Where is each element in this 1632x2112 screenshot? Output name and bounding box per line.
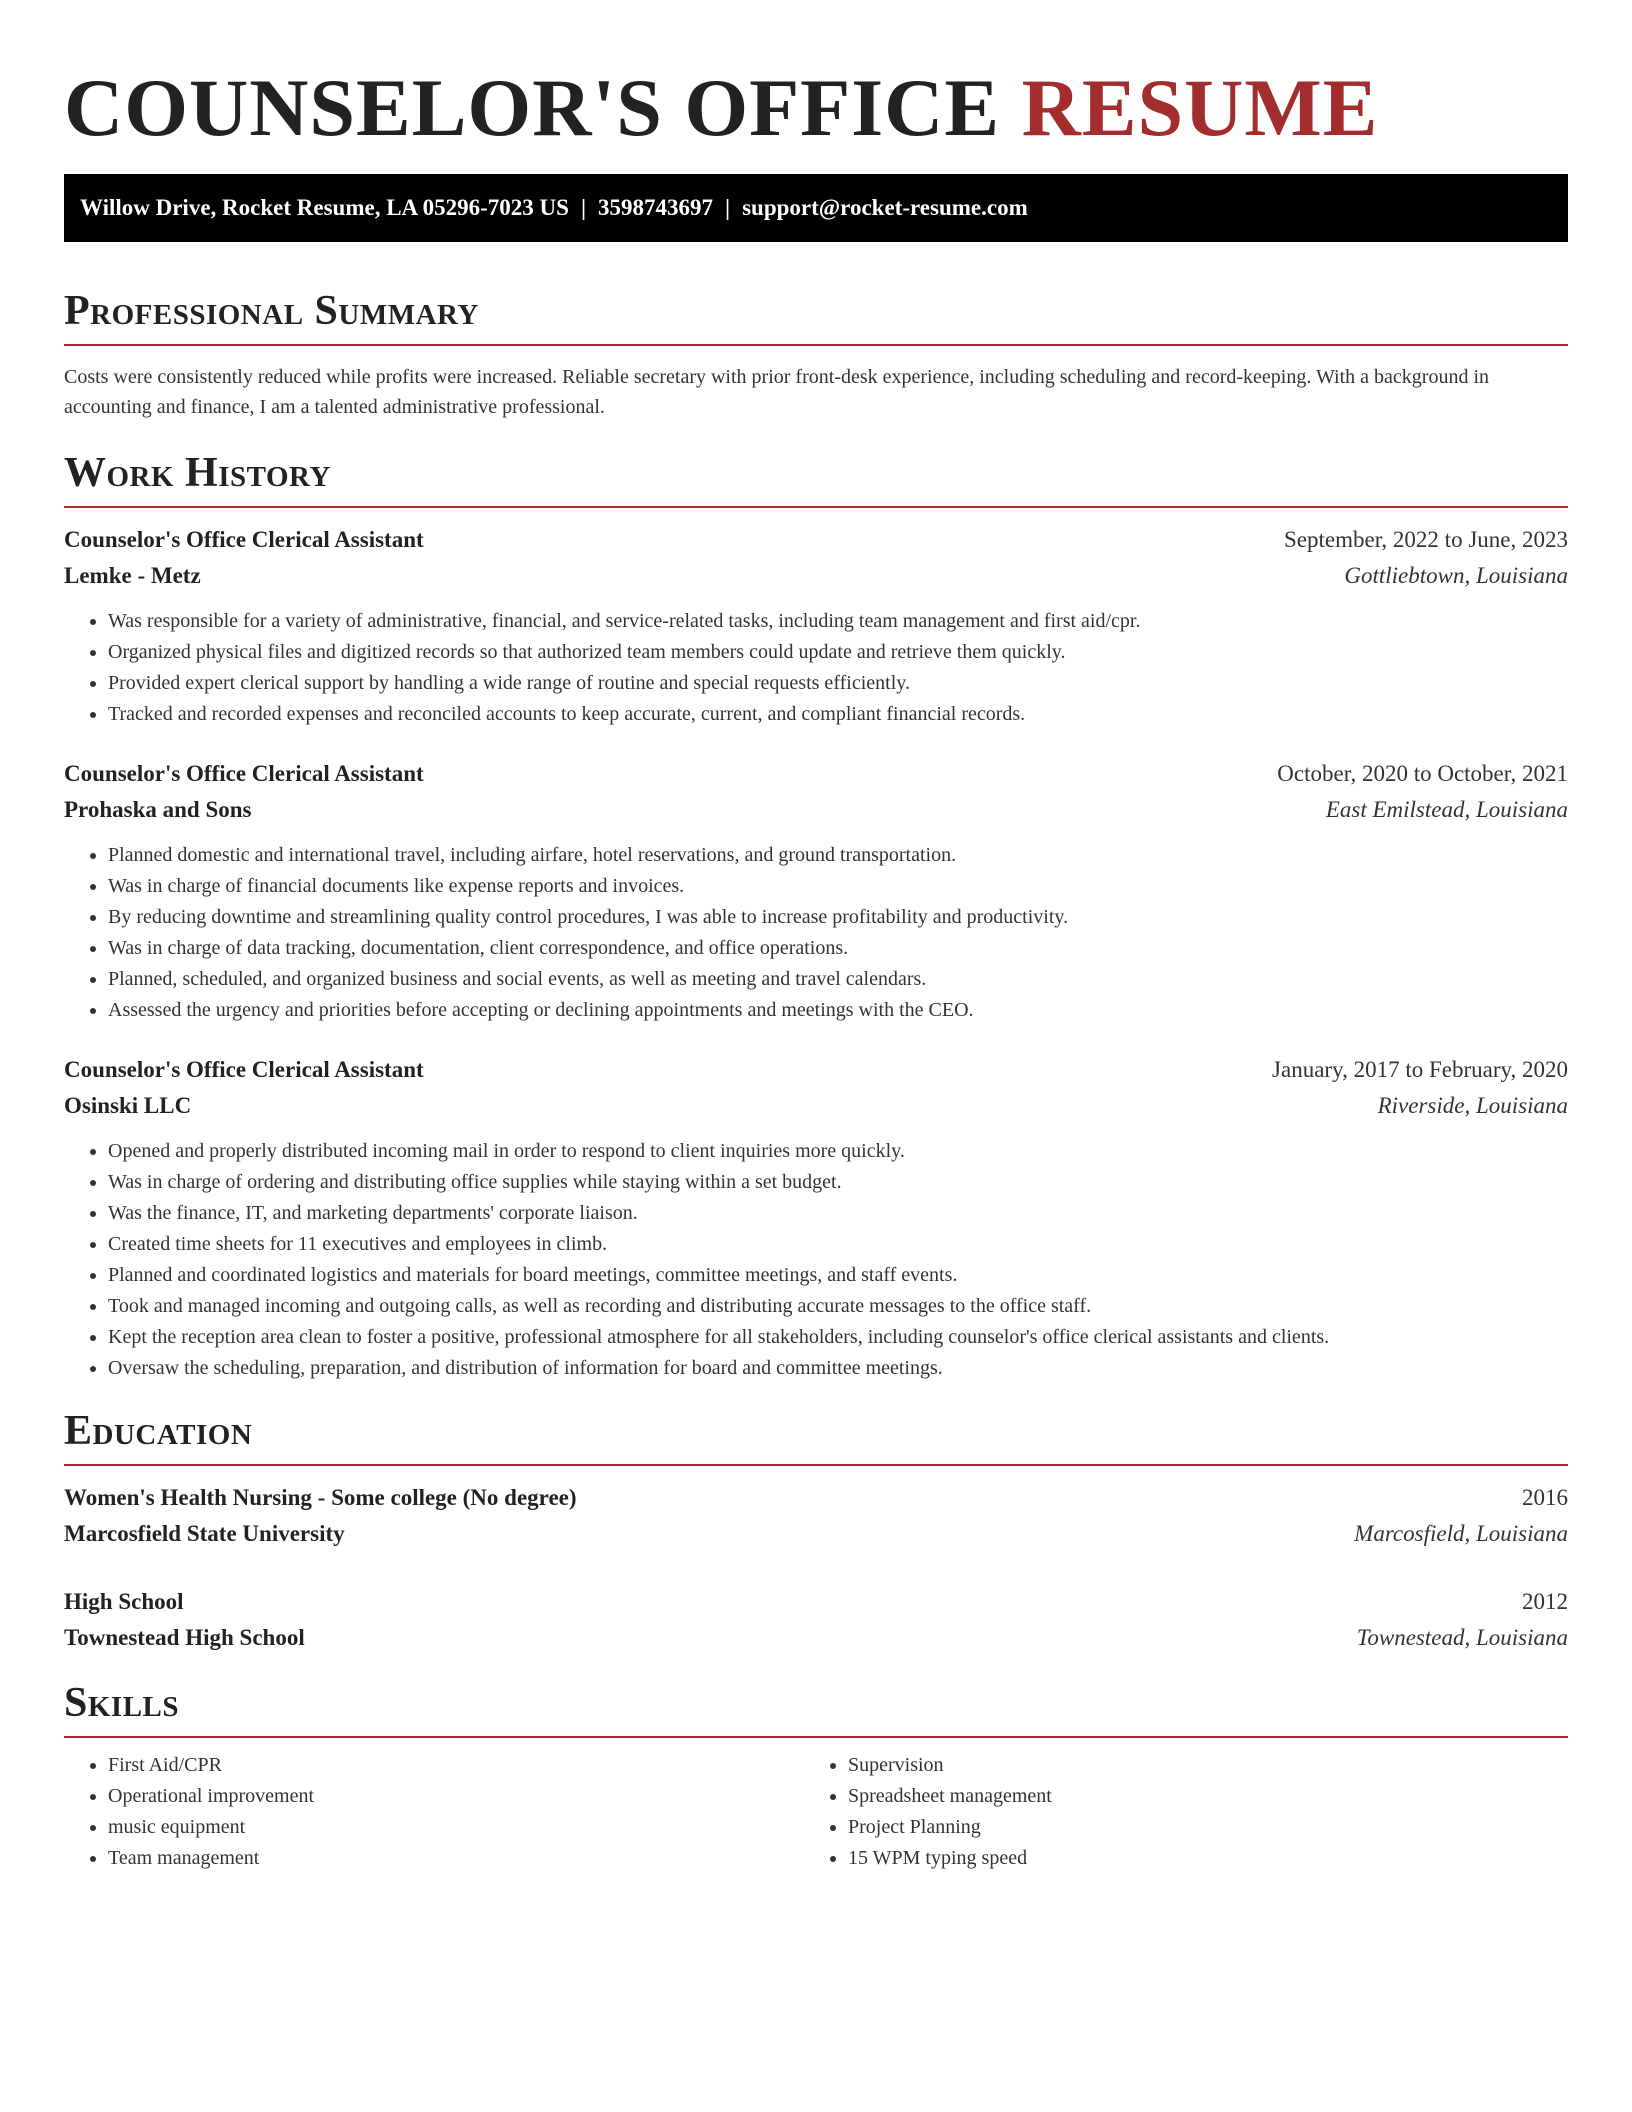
education-entry (64, 1480, 1568, 1552)
job-duty: • By reducing downtime and streamlining quality control procedures, I was able to increase profitability and productivity. (108, 902, 1568, 933)
job-entry (64, 1052, 1568, 1384)
job-location: Riverside, Louisiana (1377, 1093, 1568, 1118)
skill-item: • Operational improvement (108, 1781, 804, 1812)
contact-separator: | (580, 195, 587, 220)
job-duty: • Provided expert clerical support by handling a wide range of routine and special requests efficiently. (108, 668, 1568, 699)
education-school: Marcosfield State University (64, 1521, 345, 1546)
job-dates: September, 2022 to June, 2023 (1284, 527, 1568, 552)
education-school: Townestead High School (64, 1625, 305, 1650)
job-title: Counselor's Office Clerical Assistant (64, 761, 424, 786)
job-location: Gottliebtown, Louisiana (1344, 563, 1568, 588)
skill-item: • Team management (108, 1843, 804, 1874)
job-duties (64, 840, 1568, 1026)
job-duty: • Was in charge of data tracking, documentation, client correspondence, and office operations. (108, 933, 1568, 964)
job-title: Counselor's Office Clerical Assistant (64, 1057, 424, 1082)
title-main: COUNSELOR'S OFFICE (64, 62, 1022, 153)
job-dates: October, 2020 to October, 2021 (1277, 761, 1568, 786)
job-company: Prohaska and Sons (64, 797, 252, 822)
job-company: Lemke - Metz (64, 563, 201, 588)
summary-heading: Professional Summary (64, 286, 1568, 346)
skill-item: • 15 WPM typing speed (848, 1843, 1544, 1874)
education-location: Townestead, Louisiana (1356, 1625, 1568, 1650)
contact-bar (64, 174, 1568, 242)
work-history-heading: Work History (64, 448, 1568, 508)
resume-page (64, 0, 1568, 1874)
education-location: Marcosfield, Louisiana (1354, 1521, 1568, 1546)
education-year: 2016 (1522, 1485, 1568, 1510)
job-duty: • Organized physical files and digitized records so that authorized team members could update and retrieve them quickly. (108, 637, 1568, 668)
job-duty: • Planned, scheduled, and organized business and social events, as well as meeting and travel calendars. (108, 964, 1568, 995)
job-duty: • Was responsible for a variety of administrative, financial, and service-related tasks, including team management and first aid/cpr. (108, 606, 1568, 637)
contact-address: Willow Drive, Rocket Resume, LA 05296-7023 US (80, 195, 569, 220)
job-duty: • Oversaw the scheduling, preparation, and distribution of information for board and committee meetings. (108, 1353, 1568, 1384)
skill-item: • First Aid/CPR (108, 1750, 804, 1781)
job-duty: • Opened and properly distributed incoming mail in order to respond to client inquiries more quickly. (108, 1136, 1568, 1167)
summary-text: Costs were consistently reduced while profits were increased. Reliable secretary with prior front-desk experience, including scheduling and record-keeping. With a background in accounting and finance, I am a talented administrative professional. (64, 366, 1490, 418)
resume-title (64, 0, 1568, 160)
job-title: Counselor's Office Clerical Assistant (64, 527, 424, 552)
education-year: 2012 (1522, 1589, 1568, 1614)
education-entry (64, 1584, 1568, 1656)
contact-separator: | (725, 195, 731, 220)
job-duty: • Assessed the urgency and priorities before accepting or declining appointments and meetings with the CEO. (108, 995, 1568, 1026)
work-history-list (64, 522, 1568, 1384)
job-duty: • Planned and coordinated logistics and materials for board meetings, committee meetings, and staff events. (108, 1260, 1568, 1291)
skill-item: • Spreadsheet management (848, 1781, 1544, 1812)
job-location: East Emilstead, Louisiana (1325, 797, 1568, 822)
contact-phone: 3598743697 (598, 195, 714, 220)
job-duties (64, 606, 1568, 730)
title-accent: RESUME (1021, 62, 1379, 153)
job-duties (64, 1136, 1568, 1384)
job-entry (64, 522, 1568, 730)
education-degree: High School (64, 1589, 184, 1614)
skills-column-left (64, 1750, 804, 1874)
job-duty: • Was the finance, IT, and marketing departments' corporate liaison. (108, 1198, 1568, 1229)
education-heading: Education (64, 1406, 1568, 1466)
job-entry (64, 756, 1568, 1026)
education-degree: Women's Health Nursing - Some college (No degree) (64, 1485, 577, 1510)
job-duty: • Tracked and recorded expenses and reconciled accounts to keep accurate, current, and compliant financial records. (108, 699, 1568, 730)
job-dates: January, 2017 to February, 2020 (1272, 1057, 1568, 1082)
education-list (64, 1480, 1568, 1656)
job-duty: • Was in charge of financial documents like expense reports and invoices. (108, 871, 1568, 902)
skill-item: • Supervision (848, 1750, 1544, 1781)
job-duty: • Kept the reception area clean to foster a positive, professional atmosphere for all stakeholders, including counselor's office clerical assistants and clients. (108, 1322, 1568, 1353)
job-duty: • Planned domestic and international travel, including airfare, hotel reservations, and ground transportation. (108, 840, 1568, 871)
skill-item: • Project Planning (848, 1812, 1544, 1843)
job-company: Osinski LLC (64, 1093, 192, 1118)
job-duty: • Took and managed incoming and outgoing calls, as well as recording and distributing accurate messages to the office staff. (108, 1291, 1568, 1322)
skills-list (64, 1750, 1568, 1874)
contact-email: support@rocket-resume.com (742, 195, 1028, 220)
skills-heading: Skills (64, 1678, 1568, 1738)
job-duty: • Created time sheets for 11 executives and employees in climb. (108, 1229, 1568, 1260)
job-duty: • Was in charge of ordering and distributing office supplies while staying within a set budget. (108, 1167, 1568, 1198)
skills-column-right (804, 1750, 1544, 1874)
skill-item: • music equipment (108, 1812, 804, 1843)
